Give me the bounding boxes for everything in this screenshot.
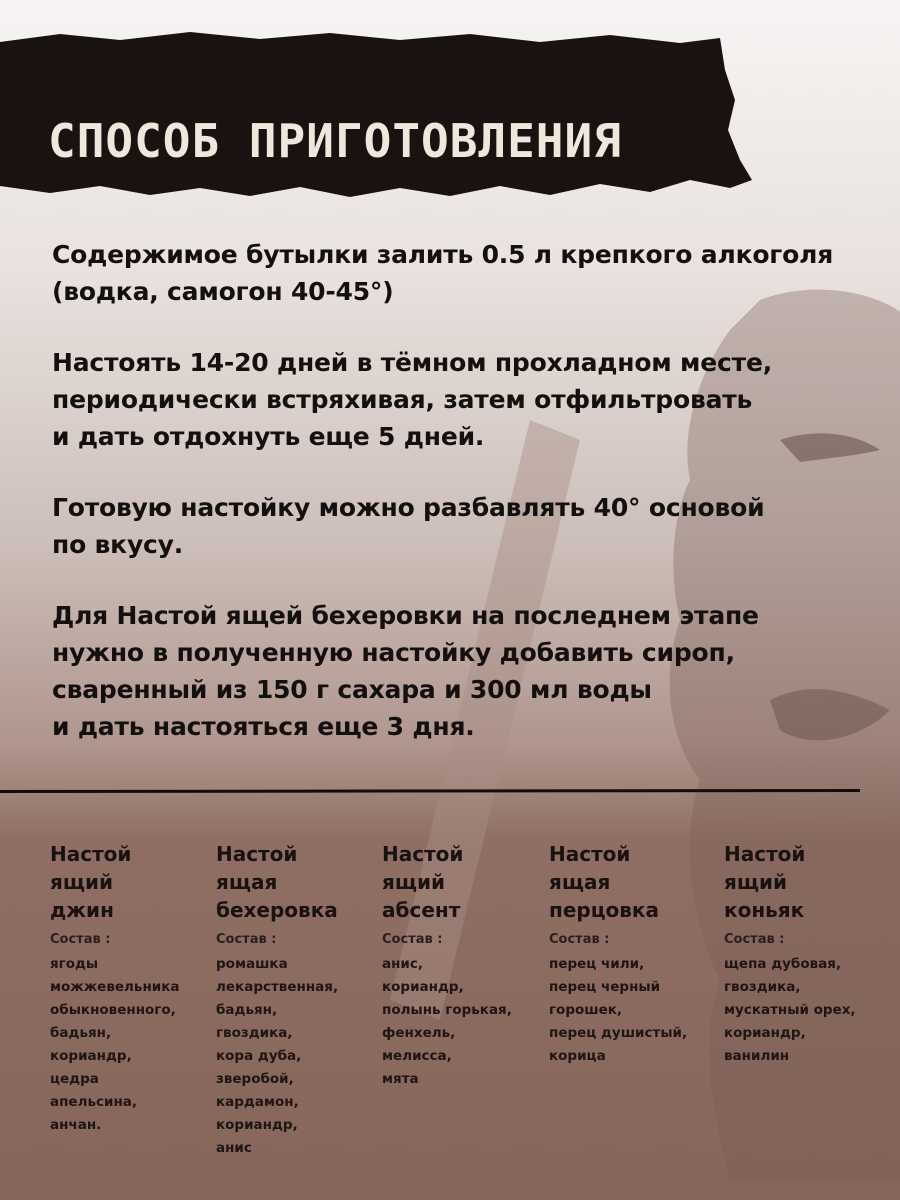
page-title: СПОСОБ ПРИГОТОВЛЕНИЯ <box>48 114 622 168</box>
recipe-title: Настой ящий абсент <box>382 842 464 922</box>
recipe-column-gin <box>50 840 180 1137</box>
instruction-paragraph: Для Настой ящей бехеровки на последнем этапе нужно в полученную настойку добавить сироп, сваренный из 150 г сахара и 300 мл воды и дать настояться еще 3 дня. <box>52 601 759 741</box>
recipe-column-absinthe <box>382 840 512 1091</box>
ingredients-list: щепа дубовая, гвоздика, мускатный орех, кориандр, ванилин <box>724 956 856 1064</box>
instructions-block <box>52 236 852 779</box>
brush-divider <box>0 788 860 794</box>
ingredients-label: Состав : <box>382 932 443 947</box>
recipe-column-becherovka <box>216 840 338 1160</box>
ingredients-label: Состав : <box>724 932 785 947</box>
recipe-column-cognac <box>724 840 856 1068</box>
ingredients-label: Состав : <box>549 932 610 947</box>
recipe-title: Настой ящая перцовка <box>549 842 659 922</box>
recipe-column-pertsovka <box>549 840 687 1068</box>
ingredients-list: ягоды можжевельника обыкновенного, бадьян, кориандр, цедра апельсина, анчан. <box>50 956 180 1133</box>
instruction-paragraph: Настоять 14-20 дней в тёмном прохладном месте, периодически встряхивая, затем отфильтровать и дать отдохнуть еще 5 дней. <box>52 348 772 451</box>
ingredients-list: анис, кориандр, полынь горькая, фенхель, мелисса, мята <box>382 956 512 1087</box>
ingredients-list: перец чили, перец черный горошек, перец душистый, корица <box>549 956 688 1064</box>
recipe-title: Настой ящий джин <box>50 842 132 922</box>
recipe-title: Настой ящая бехеровка <box>216 842 338 922</box>
header-banner <box>0 30 770 200</box>
instruction-paragraph: Содержимое бутылки залить 0.5 л крепкого алкоголя (водка, самогон 40-45°) <box>52 240 834 306</box>
ingredients-label: Состав : <box>216 932 277 947</box>
recipe-title: Настой ящий коньяк <box>724 842 806 922</box>
ingredients-label: Состав : <box>50 932 111 947</box>
instruction-paragraph: Готовую настойку можно разбавлять 40° основой по вкусу. <box>52 493 765 559</box>
ingredients-list: ромашка лекарственная, бадьян, гвоздика, кора дуба, зверобой, кардамон, кориандр, анис <box>216 956 339 1156</box>
